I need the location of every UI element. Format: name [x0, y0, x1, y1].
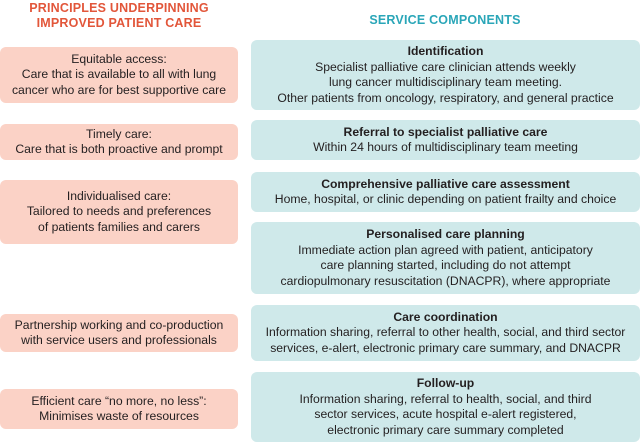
- service-title: Follow-up: [416, 376, 475, 390]
- principle-line: Tailored to needs and preferences: [26, 204, 212, 219]
- principles-header-line1: PRINCIPLES UNDERPINNING: [29, 1, 209, 15]
- principle-line: Care that is both proactive and prompt: [15, 142, 223, 156]
- principle-line: Efficient care “no more, no less”:: [31, 393, 207, 408]
- service-title: Comprehensive palliative care assessment: [321, 176, 570, 191]
- service-line: cardiopulmonary resuscitation (DNACPR), where appropriate: [280, 273, 611, 288]
- service-title: Referral to specialist palliative care: [343, 124, 548, 139]
- service-line: Within 24 hours of multidisciplinary team meeting: [313, 140, 578, 154]
- service-referral: [251, 120, 640, 160]
- service-title: Personalised care planning: [366, 227, 525, 241]
- principle-efficient-care: [0, 389, 238, 429]
- service-assessment: [251, 172, 640, 212]
- principle-line: Care that is available to all with lung: [21, 67, 217, 82]
- principle-partnership-working: [0, 314, 238, 352]
- service-line: services, e-alert, electronic primary care summary, and DNACPR: [270, 340, 621, 355]
- service-line: Information sharing, referral to other health, social, and third sector: [265, 325, 626, 340]
- principle-line: Minimises waste of resources: [39, 409, 199, 423]
- service-line: Information sharing, referral to health, social, and third: [299, 391, 592, 406]
- service-follow-up: [251, 372, 640, 442]
- services-header: SERVICE COMPONENTS: [369, 13, 521, 27]
- service-line: Immediate action plan agreed with patient, anticipatory: [298, 242, 593, 257]
- service-line: electronic primary care summary completed: [327, 422, 564, 437]
- principle-equitable-access: [0, 47, 238, 103]
- principle-line: Individualised care:: [66, 188, 172, 203]
- service-line: Other patients from oncology, respiratory, and general practice: [277, 90, 614, 105]
- principle-line: Timely care:: [86, 126, 152, 141]
- service-title: Care coordination: [393, 309, 498, 324]
- service-line: Specialist palliative care clinician attends weekly: [315, 59, 576, 74]
- principle-timely-care: [0, 124, 238, 160]
- service-line: Home, hospital, or clinic depending on patient frailty and choice: [274, 192, 617, 206]
- principle-line: cancer who are for best supportive care: [11, 82, 227, 97]
- service-care-planning: [251, 222, 640, 294]
- principle-individualised-care: [0, 180, 238, 244]
- principles-header: [0, 1, 238, 31]
- principles-header-line2: IMPROVED PATIENT CARE: [36, 16, 202, 30]
- service-identification: [251, 40, 640, 110]
- service-title: Identification: [407, 44, 484, 58]
- service-line: care planning started, including do not attempt: [320, 258, 571, 272]
- principle-line: Equitable access:: [71, 51, 167, 66]
- service-line: lung cancer multidisciplinary team meeting.: [328, 75, 563, 89]
- principle-line: with service users and professionals: [21, 333, 217, 347]
- service-care-coordination: [251, 305, 640, 361]
- principle-line: Partnership working and co-production: [14, 317, 224, 332]
- principle-line: of patients families and carers: [38, 219, 200, 234]
- service-line: sector services, acute hospital e-alert registered,: [314, 407, 577, 421]
